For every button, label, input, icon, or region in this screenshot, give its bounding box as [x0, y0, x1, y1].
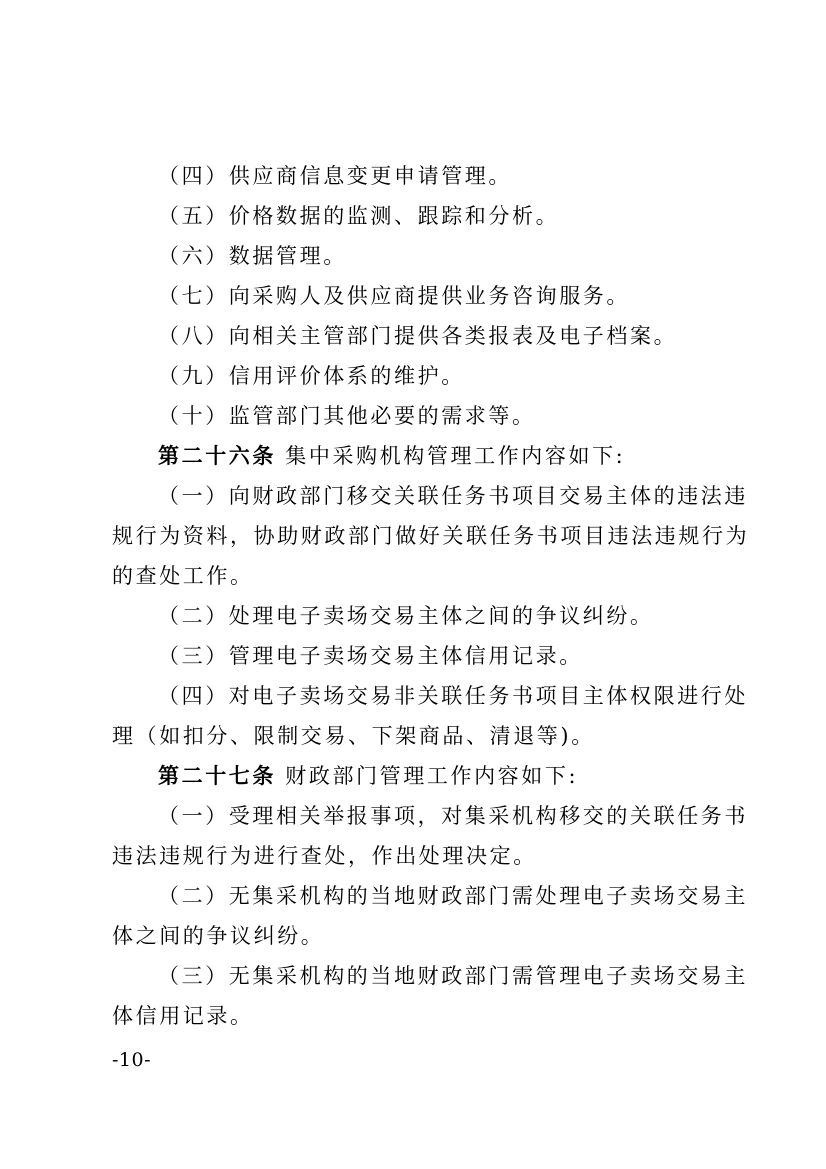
- page-number: -10-: [112, 1049, 152, 1071]
- article-26-item-2: （二）处理电子卖场交易主体之间的争议纠纷。: [158, 604, 654, 628]
- article-27-item-3-line-1: （三）无集采机构的当地财政部门需管理电子卖场交易主: [158, 964, 748, 988]
- article-26-item-4-line-1: （四）对电子卖场交易非关联任务书项目主体权限进行处: [158, 684, 748, 708]
- list-item-4: （四）供应商信息变更申请管理。: [158, 164, 512, 188]
- article-26-item-1-line-3: 的查处工作。: [112, 564, 254, 588]
- article-26-item-4-line-2: 理（如扣分、限制交易、下架商品、清退等)。: [112, 724, 595, 748]
- list-item-6: （六）数据管理。: [158, 244, 347, 268]
- article-26-paragraph: [158, 441, 768, 471]
- list-item-7: （七）向采购人及供应商提供业务咨询服务。: [158, 284, 630, 308]
- list-item-5: （五）价格数据的监测、跟踪和分析。: [158, 204, 560, 228]
- article-26-item-1-line-2: 规行为资料，协助财政部门做好关联任务书项目违法违规行为: [112, 524, 750, 548]
- list-item-9: （九）信用评价体系的维护。: [158, 364, 465, 388]
- article-27-paragraph: [158, 761, 768, 791]
- list-item-10: （十）监管部门其他必要的需求等。: [158, 404, 536, 428]
- list-item-8: （八）向相关主管部门提供各类报表及电子档案。: [158, 324, 678, 348]
- article-27-heading: 第二十七条: [158, 763, 276, 788]
- article-27-item-2-line-2: 体之间的争议纠纷。: [112, 924, 325, 948]
- article-27-text: 财政部门管理工作内容如下:: [276, 764, 579, 788]
- article-27-item-1-line-1: （一）受理相关举报事项，对集采机构移交的关联任务书: [158, 804, 748, 828]
- article-27-item-2-line-1: （二）无集采机构的当地财政部门需处理电子卖场交易主: [158, 884, 748, 908]
- article-26-item-1-line-1: （一）向财政部门移交关联任务书项目交易主体的违法违: [158, 484, 748, 508]
- article-26-heading: 第二十六条: [158, 443, 276, 468]
- article-27-item-1-line-2: 违法违规行为进行查处，作出处理决定。: [112, 844, 537, 868]
- article-26-text: 集中采购机构管理工作内容如下:: [276, 444, 626, 468]
- article-26-item-3: （三）管理电子卖场交易主体信用记录。: [158, 644, 583, 668]
- article-27-item-3-line-2: 体信用记录。: [112, 1004, 254, 1028]
